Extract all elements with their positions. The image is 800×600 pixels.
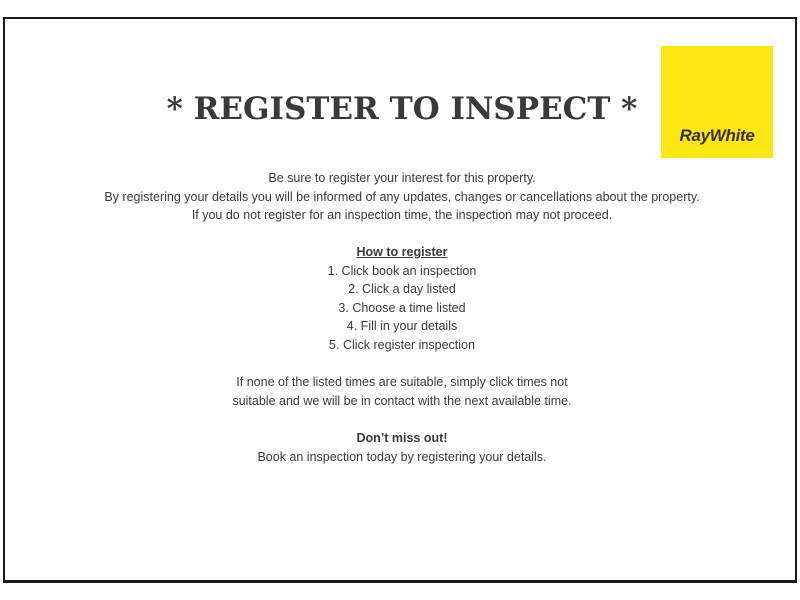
step-item: 3. Choose a time listed [338, 300, 466, 315]
how-to-register-heading: How to register [356, 245, 448, 259]
document-page [3, 17, 797, 583]
top-margin [0, 0, 800, 18]
step-item: 5. Click register inspection [329, 337, 475, 352]
none-suitable-line: If none of the listed times are suitable, simply click times not [236, 375, 568, 389]
page-title: * REGISTER TO INSPECT * [166, 91, 638, 127]
step-item: 1. Click book an inspection [327, 263, 477, 278]
step-item: 4. Fill in your details [346, 319, 458, 334]
none-suitable-line: suitable and we will be in contact with the next available time. [232, 393, 572, 408]
intro-paragraph [5, 169, 799, 225]
dont-miss-heading: Don’t miss out! [356, 431, 448, 445]
closing-section [5, 429, 799, 466]
logo-wordmark: RayWhite [679, 126, 755, 145]
intro-line: Be sure to register your interest for this property. [268, 171, 536, 185]
intro-line: If you do not register for an inspection time, the inspection may not proceed. [191, 208, 613, 223]
step-item: 2. Click a day listed [348, 282, 456, 297]
intro-line: By registering your details you will be informed of any updates, changes or cancellations about the property. [104, 189, 700, 204]
none-suitable-paragraph [5, 373, 799, 410]
closing-line: Book an inspection today by registering your details. [257, 449, 547, 464]
how-to-register-section [5, 243, 799, 355]
